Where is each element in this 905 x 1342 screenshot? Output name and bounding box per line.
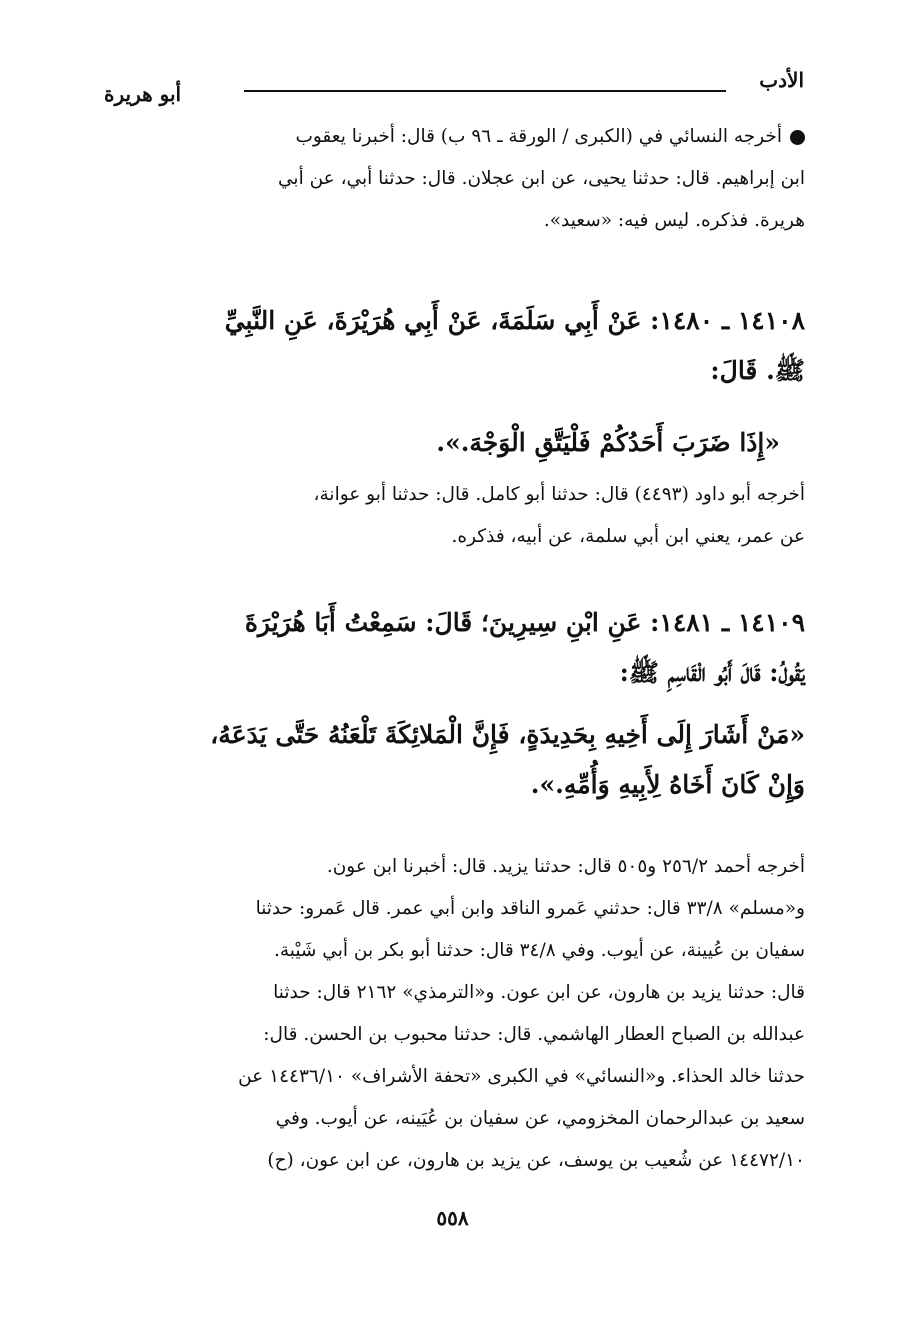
hadith-14109	[100, 598, 805, 698]
takhrij-line: سفيان بن عُيينة، عن أيوب. وفي ٣٤/٨ قال: حدثنا أبو بكر بن أبي شَيْبة.	[273, 940, 805, 961]
takhrij-line: قال: حدثنا يزيد بن هارون، عن ابن عون. و«الترمذي» ٢١٦٢ قال: حدثنا	[273, 982, 805, 1003]
hadith-quote: وَإِنْ كَانَ أَخَاهُ لِأَبِيهِ وَأُمِّهِ.».	[530, 770, 805, 799]
hadith-quote: «مَنْ أَشَارَ إِلَى أَخِيهِ بِحَدِيدَةٍ، فَإِنَّ الْمَلائِكَةَ تَلْعَنُهُ حَتَّى يَدَعَهُ،	[210, 720, 805, 749]
takhrij-line: ١٤٤٧٢/١٠ عن شُعيب بن يوسف، عن يزيد بن هارون، عن ابن عون، (ح)	[267, 1150, 805, 1171]
hadith-line: ١٤١٠٨ ـ ١٤٨٠: عَنْ أَبِي سَلَمَةَ، عَنْ أَبِي هُرَيْرَةَ، عَنِ النَّبِيِّ	[224, 306, 805, 335]
chapter-title: الأدب	[759, 68, 804, 92]
takhrij-line: أخرجه النسائي في (الكبرى / الورقة ـ ٩٦ ب) قال: أخبرنا يعقوب	[100, 116, 805, 158]
hadith-14108	[100, 296, 805, 396]
takhrij-line: حدثنا خالد الحذاء. و«النسائي» في الكبرى «تحفة الأشراف» ١٤٤٣٦/١٠ عن	[238, 1066, 805, 1087]
takhrij-line: عبدالله بن الصباح العطار الهاشمي. قال: حدثنا محبوب بن الحسن. قال:	[263, 1024, 805, 1045]
takhrij-block-3	[100, 846, 805, 1182]
bullet-icon	[790, 130, 805, 145]
hadith-14108-text	[100, 418, 780, 468]
takhrij-block-1	[100, 116, 805, 242]
header-rule	[244, 90, 726, 92]
hadith-line: ١٤١٠٩ ـ ١٤٨١: عَنِ ابْنِ سِيرِينَ؛ قَالَ: سَمِعْتُ أَبَا هُرَيْرَةَ	[244, 608, 805, 637]
hadith-14109-text	[100, 710, 805, 810]
takhrij-line: سعيد بن عبدالرحمان المخزومي، عن سفيان بن عُيَينه، عن أيوب. وفي	[275, 1108, 805, 1129]
hadith-line: ﷺ. قَالَ:	[710, 356, 805, 385]
page-number: ٥٥٨	[436, 1206, 469, 1230]
narrator-title: أبو هريرة	[104, 82, 182, 106]
takhrij-line: و«مسلم» ٣٣/٨ قال: حدثني عَمرو الناقد وابن أبي عمر. قال عَمرو: حدثنا	[255, 898, 805, 919]
takhrij-line: أخرجه أبو داود (٤٤٩٣) قال: حدثنا أبو كامل. قال: حدثنا أبو عوانة،	[313, 484, 805, 505]
takhrij-line: ابن إبراهيم. قال: حدثنا يحيى، عن ابن عجلان. قال: حدثنا أبي، عن أبي	[278, 168, 805, 189]
takhrij-line: أخرجه أحمد ٢٥٦/٢ و٥٠٥ قال: حدثنا يزيد. قال: أخبرنا ابن عون.	[326, 856, 805, 877]
hadith-line: يَقُولُ: قَالَ أَبُو الْقَاسِمِ ﷺ:	[619, 658, 805, 687]
takhrij-line: عن عمر، يعني ابن أبي سلمة، عن أبيه، فذكره.	[451, 526, 805, 547]
page-header	[104, 66, 804, 106]
takhrij-block-2	[100, 474, 805, 558]
hadith-quote: «إِذَا ضَرَبَ أَحَدُكُمْ فَلْيَتَّقِ الْوَجْهَ.».	[436, 428, 780, 457]
takhrij-line: هريرة. فذكره. ليس فيه: «سعيد».	[543, 210, 805, 231]
